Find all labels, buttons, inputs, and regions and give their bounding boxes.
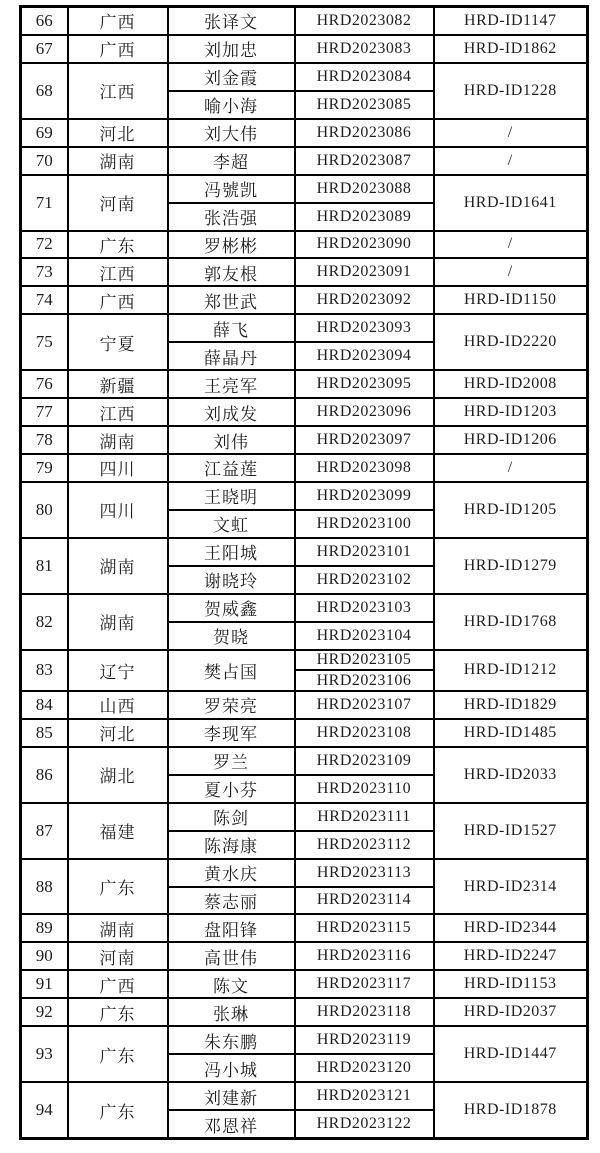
cell-name: 张浩强 <box>168 203 295 231</box>
cell-registration-code: HRD2023116 <box>295 942 434 970</box>
cell-name: 冯小城 <box>168 1054 295 1082</box>
table-row <box>21 7 588 35</box>
cell-hrd-id: HRD-ID2037 <box>434 998 588 1026</box>
cell-name: 刘大伟 <box>168 119 295 147</box>
cell-hrd-id: HRD-ID1212 <box>434 650 588 691</box>
cell-serial-number: 91 <box>21 970 68 998</box>
cell-serial-number: 93 <box>21 1026 68 1082</box>
cell-hrd-id: HRD-ID1205 <box>434 482 588 538</box>
cell-hrd-id: HRD-ID2247 <box>434 942 588 970</box>
cell-province: 广西 <box>68 970 168 998</box>
table-row <box>21 231 588 259</box>
cell-hrd-id: HRD-ID1228 <box>434 63 588 119</box>
table-row <box>21 1026 588 1054</box>
cell-registration-code: HRD2023100 <box>295 510 434 538</box>
cell-name: 朱东鹏 <box>168 1026 295 1054</box>
cell-name: 刘加忠 <box>168 35 295 63</box>
cell-registration-code: HRD2023099 <box>295 482 434 510</box>
cell-serial-number: 80 <box>21 482 68 538</box>
table-row <box>21 747 588 775</box>
cell-name: 张琳 <box>168 998 295 1026</box>
cell-registration-code: HRD2023102 <box>295 566 434 594</box>
cell-serial-number: 76 <box>21 370 68 398</box>
cell-name: 蔡志丽 <box>168 887 295 915</box>
cell-registration-code: HRD2023118 <box>295 998 434 1026</box>
cell-serial-number: 88 <box>21 859 68 915</box>
cell-serial-number: 81 <box>21 538 68 594</box>
table-row <box>21 63 588 91</box>
cell-serial-number: 69 <box>21 119 68 147</box>
cell-registration-code: HRD2023112 <box>295 831 434 859</box>
cell-registration-code: HRD2023108 <box>295 719 434 747</box>
cell-province: 江西 <box>68 258 168 286</box>
cell-name: 陈剑 <box>168 803 295 831</box>
cell-registration-code: HRD2023089 <box>295 203 434 231</box>
cell-serial-number: 83 <box>21 650 68 691</box>
cell-hrd-id: HRD-ID1279 <box>434 538 588 594</box>
cell-serial-number: 67 <box>21 35 68 63</box>
cell-serial-number: 79 <box>21 454 68 482</box>
cell-name: 刘伟 <box>168 426 295 454</box>
table-row <box>21 370 588 398</box>
cell-province: 辽宁 <box>68 650 168 691</box>
cell-province: 广西 <box>68 286 168 314</box>
cell-province: 山西 <box>68 691 168 719</box>
cell-name: 江益莲 <box>168 454 295 482</box>
cell-province: 河南 <box>68 175 168 231</box>
cell-province: 河北 <box>68 119 168 147</box>
roster-table-body <box>21 7 588 1139</box>
cell-province: 四川 <box>68 454 168 482</box>
cell-serial-number: 66 <box>21 7 68 35</box>
cell-hrd-id: / <box>434 231 588 259</box>
cell-province: 广东 <box>68 1082 168 1138</box>
cell-hrd-id: HRD-ID2344 <box>434 914 588 942</box>
cell-registration-code: HRD2023107 <box>295 691 434 719</box>
cell-registration-code: HRD2023092 <box>295 286 434 314</box>
table-row <box>21 914 588 942</box>
cell-registration-code: HRD2023097 <box>295 426 434 454</box>
cell-registration-code: HRD2023109 <box>295 747 434 775</box>
cell-registration-code: HRD2023085 <box>295 91 434 119</box>
cell-hrd-id: HRD-ID1147 <box>434 7 588 35</box>
cell-registration-code: HRD2023101 <box>295 538 434 566</box>
roster-table <box>19 5 589 1140</box>
table-row <box>21 691 588 719</box>
table-row <box>21 970 588 998</box>
table-row <box>21 454 588 482</box>
cell-registration-code: HRD2023110 <box>295 775 434 803</box>
cell-serial-number: 68 <box>21 63 68 119</box>
cell-registration-code: HRD2023115 <box>295 914 434 942</box>
cell-name: 樊占国 <box>168 650 295 691</box>
cell-name: 李现军 <box>168 719 295 747</box>
cell-serial-number: 74 <box>21 286 68 314</box>
cell-hrd-id: HRD-ID1862 <box>434 35 588 63</box>
cell-registration-code: HRD2023083 <box>295 35 434 63</box>
cell-hrd-id: HRD-ID2033 <box>434 747 588 803</box>
cell-hrd-id: HRD-ID1203 <box>434 398 588 426</box>
cell-serial-number: 77 <box>21 398 68 426</box>
table-row <box>21 426 588 454</box>
cell-name: 冯號凯 <box>168 175 295 203</box>
cell-hrd-id: HRD-ID1641 <box>434 175 588 231</box>
cell-name: 薛飞 <box>168 314 295 342</box>
cell-hrd-id: HRD-ID2220 <box>434 314 588 370</box>
cell-registration-code: HRD2023095 <box>295 370 434 398</box>
cell-hrd-id: HRD-ID1878 <box>434 1082 588 1138</box>
table-row <box>21 942 588 970</box>
cell-registration-code: HRD2023084 <box>295 63 434 91</box>
cell-province: 福建 <box>68 803 168 859</box>
cell-registration-code: HRD2023090 <box>295 231 434 259</box>
cell-name: 王阳城 <box>168 538 295 566</box>
cell-serial-number: 73 <box>21 258 68 286</box>
table-row <box>21 998 588 1026</box>
cell-name: 贺威鑫 <box>168 594 295 622</box>
cell-serial-number: 72 <box>21 231 68 259</box>
cell-registration-code: HRD2023091 <box>295 258 434 286</box>
cell-name: 文虹 <box>168 510 295 538</box>
cell-registration-code: HRD2023106 <box>295 670 434 691</box>
cell-hrd-id: HRD-ID1485 <box>434 719 588 747</box>
table-row <box>21 650 588 671</box>
cell-name: 刘建新 <box>168 1082 295 1110</box>
table-row <box>21 119 588 147</box>
cell-registration-code: HRD2023094 <box>295 342 434 370</box>
cell-serial-number: 75 <box>21 314 68 370</box>
cell-name: 谢晓玲 <box>168 566 295 594</box>
cell-name: 刘成发 <box>168 398 295 426</box>
cell-registration-code: HRD2023114 <box>295 887 434 915</box>
cell-province: 四川 <box>68 482 168 538</box>
cell-serial-number: 71 <box>21 175 68 231</box>
cell-name: 邓恩祥 <box>168 1110 295 1138</box>
cell-registration-code: HRD2023122 <box>295 1110 434 1138</box>
table-row <box>21 286 588 314</box>
cell-name: 夏小芬 <box>168 775 295 803</box>
cell-name: 高世伟 <box>168 942 295 970</box>
table-row <box>21 538 588 566</box>
cell-registration-code: HRD2023113 <box>295 859 434 887</box>
cell-serial-number: 82 <box>21 594 68 650</box>
cell-registration-code: HRD2023093 <box>295 314 434 342</box>
cell-registration-code: HRD2023117 <box>295 970 434 998</box>
cell-province: 广东 <box>68 231 168 259</box>
cell-registration-code: HRD2023087 <box>295 147 434 175</box>
cell-serial-number: 92 <box>21 998 68 1026</box>
table-row <box>21 35 588 63</box>
cell-province: 江西 <box>68 398 168 426</box>
cell-province: 江西 <box>68 63 168 119</box>
cell-name: 盘阳锋 <box>168 914 295 942</box>
cell-serial-number: 94 <box>21 1082 68 1138</box>
cell-hrd-id: HRD-ID2314 <box>434 859 588 915</box>
cell-name: 喻小海 <box>168 91 295 119</box>
cell-name: 黄水庆 <box>168 859 295 887</box>
cell-hrd-id: HRD-ID1206 <box>434 426 588 454</box>
table-row <box>21 398 588 426</box>
cell-registration-code: HRD2023098 <box>295 454 434 482</box>
cell-name: 罗彬彬 <box>168 231 295 259</box>
cell-hrd-id: / <box>434 147 588 175</box>
table-row <box>21 482 588 510</box>
cell-registration-code: HRD2023103 <box>295 594 434 622</box>
cell-registration-code: HRD2023105 <box>295 650 434 671</box>
cell-registration-code: HRD2023088 <box>295 175 434 203</box>
cell-registration-code: HRD2023096 <box>295 398 434 426</box>
cell-name: 薛晶丹 <box>168 342 295 370</box>
table-row <box>21 803 588 831</box>
cell-province: 湖南 <box>68 914 168 942</box>
table-row <box>21 175 588 203</box>
cell-hrd-id: HRD-ID1768 <box>434 594 588 650</box>
cell-province: 新疆 <box>68 370 168 398</box>
cell-hrd-id: HRD-ID1527 <box>434 803 588 859</box>
cell-province: 河北 <box>68 719 168 747</box>
table-row <box>21 147 588 175</box>
cell-province: 湖北 <box>68 747 168 803</box>
cell-hrd-id: HRD-ID1829 <box>434 691 588 719</box>
cell-hrd-id: / <box>434 119 588 147</box>
table-row <box>21 314 588 342</box>
cell-serial-number: 78 <box>21 426 68 454</box>
cell-serial-number: 87 <box>21 803 68 859</box>
cell-hrd-id: HRD-ID1150 <box>434 286 588 314</box>
cell-serial-number: 70 <box>21 147 68 175</box>
table-row <box>21 258 588 286</box>
cell-registration-code: HRD2023121 <box>295 1082 434 1110</box>
cell-name: 李超 <box>168 147 295 175</box>
table-row <box>21 859 588 887</box>
table-row <box>21 594 588 622</box>
cell-name: 张译文 <box>168 7 295 35</box>
cell-name: 罗兰 <box>168 747 295 775</box>
cell-registration-code: HRD2023120 <box>295 1054 434 1082</box>
cell-serial-number: 85 <box>21 719 68 747</box>
cell-province: 湖南 <box>68 594 168 650</box>
cell-serial-number: 89 <box>21 914 68 942</box>
cell-province: 河南 <box>68 942 168 970</box>
cell-name: 陈文 <box>168 970 295 998</box>
cell-registration-code: HRD2023119 <box>295 1026 434 1054</box>
cell-name: 郑世武 <box>168 286 295 314</box>
cell-registration-code: HRD2023111 <box>295 803 434 831</box>
cell-hrd-id: / <box>434 454 588 482</box>
cell-name: 刘金霞 <box>168 63 295 91</box>
cell-registration-code: HRD2023104 <box>295 622 434 650</box>
cell-province: 广东 <box>68 998 168 1026</box>
cell-name: 王晓明 <box>168 482 295 510</box>
cell-name: 陈海康 <box>168 831 295 859</box>
cell-registration-code: HRD2023086 <box>295 119 434 147</box>
cell-hrd-id: HRD-ID1153 <box>434 970 588 998</box>
cell-name: 王亮军 <box>168 370 295 398</box>
cell-hrd-id: / <box>434 258 588 286</box>
cell-serial-number: 90 <box>21 942 68 970</box>
cell-hrd-id: HRD-ID1447 <box>434 1026 588 1082</box>
table-row <box>21 1082 588 1110</box>
cell-province: 广东 <box>68 1026 168 1082</box>
cell-province: 广东 <box>68 859 168 915</box>
cell-serial-number: 86 <box>21 747 68 803</box>
cell-province: 广西 <box>68 7 168 35</box>
cell-serial-number: 84 <box>21 691 68 719</box>
table-row <box>21 719 588 747</box>
cell-name: 郭友根 <box>168 258 295 286</box>
cell-province: 湖南 <box>68 147 168 175</box>
cell-province: 湖南 <box>68 426 168 454</box>
cell-province: 宁夏 <box>68 314 168 370</box>
cell-name: 罗荣亮 <box>168 691 295 719</box>
cell-province: 广西 <box>68 35 168 63</box>
cell-registration-code: HRD2023082 <box>295 7 434 35</box>
cell-province: 湖南 <box>68 538 168 594</box>
cell-name: 贺晓 <box>168 622 295 650</box>
cell-hrd-id: HRD-ID2008 <box>434 370 588 398</box>
